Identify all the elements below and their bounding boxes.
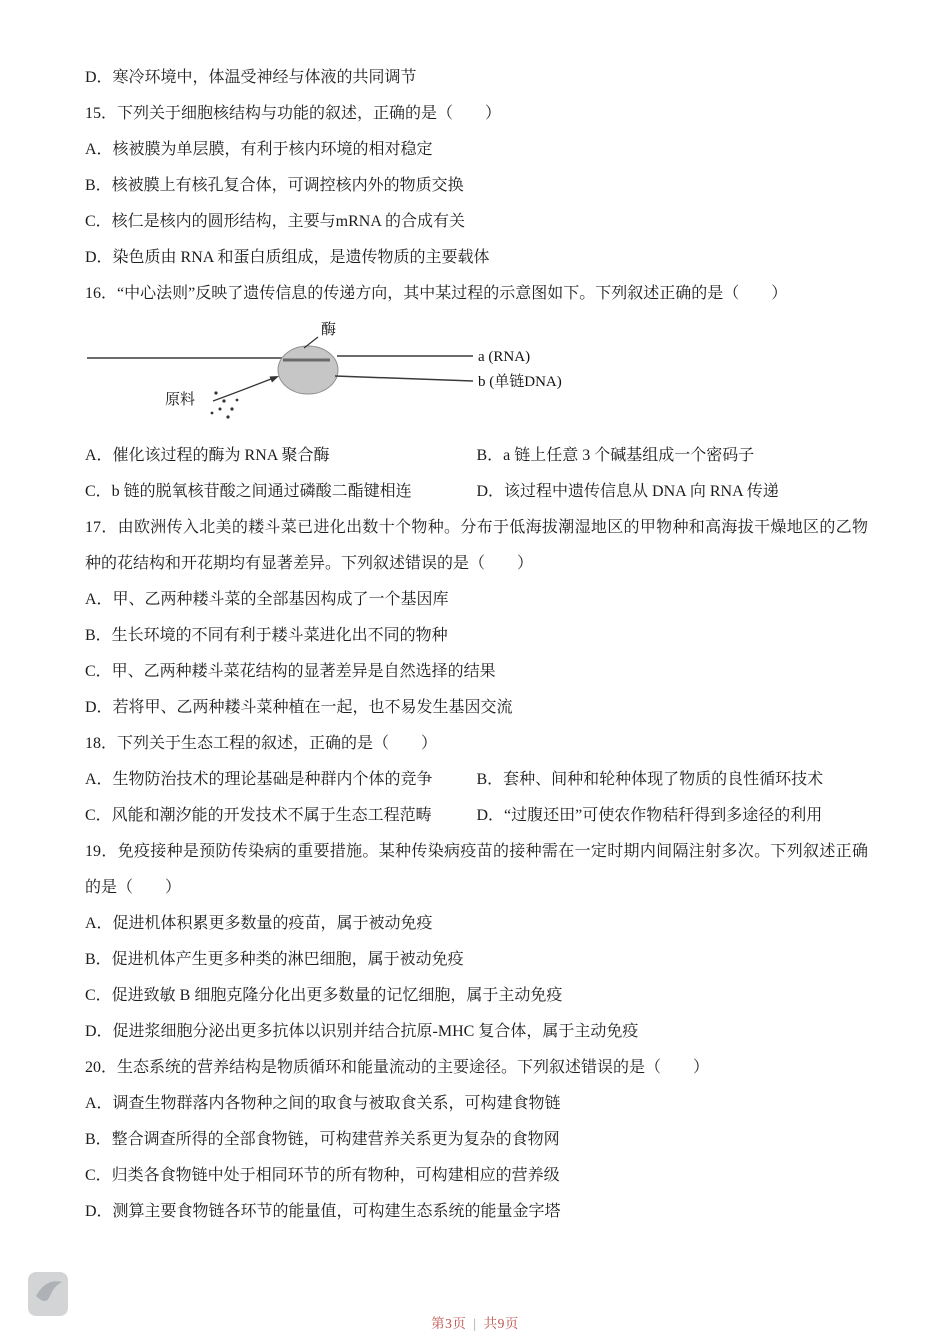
question-17-option-d: D．若将甲、乙两种耧斗菜种植在一起，也不易发生基因交流 <box>85 699 513 716</box>
question-18 <box>85 726 868 834</box>
material-arrowhead <box>270 376 280 383</box>
question-15-option-c: C．核仁是核内的圆形结构，主要与mRNA 的合成有关 <box>85 213 466 230</box>
question-19-option-c: C．促进致敏 B 细胞克隆分化出更多数量的记忆细胞，属于主动免疫 <box>85 987 563 1004</box>
question-19-option-d: D．促进浆细胞分泌出更多抗体以识别并结合抗原-MHC 复合体，属于主动免疫 <box>85 1023 639 1040</box>
central-dogma-diagram <box>85 314 585 436</box>
strand-a-label: a (RNA) <box>478 349 531 365</box>
question-16-options-row-2 <box>85 474 868 510</box>
question-15-stem: 15．下列关于细胞核结构与功能的叙述，正确的是（ ） <box>85 105 502 122</box>
question-20 <box>85 1050 868 1230</box>
question-18-stem: 18．下列关于生态工程的叙述，正确的是（ ） <box>85 735 438 752</box>
question-16-option-d: D．该过程中遗传信息从 DNA 向 RNA 传递 <box>476 483 779 500</box>
enzyme-label: 酶 <box>321 322 337 338</box>
question-18-option-a: A．生物防治技术的理论基础是种群内个体的竞争 <box>85 771 433 788</box>
question-15-option-a: A．核被膜为单层膜，有利于核内环境的相对稳定 <box>85 141 433 158</box>
question-17 <box>85 510 868 726</box>
question-17-stem: 17．由欧洲传入北美的耧斗菜已进化出数十个物种。分布于低海拔潮湿地区的甲物种和高海拔干燥地区的乙物种的花结构和开花期均有显著差异。下列叙述错误的是（ ） <box>85 519 868 572</box>
question-17-option-a: A．甲、乙两种耧斗菜的全部基因构成了一个基因库 <box>85 591 449 608</box>
question-15-option-d: D．染色质由 RNA 和蛋白质组成，是遗传物质的主要载体 <box>85 249 490 266</box>
question-19 <box>85 834 868 1050</box>
corner-watermark <box>26 1266 72 1318</box>
question-16-option-c: C．b 链的脱氧核苷酸之间通过磷酸二酯键相连 <box>85 483 412 500</box>
question-15-option-b: B．核被膜上有核孔复合体，可调控核内外的物质交换 <box>85 177 464 194</box>
question-19-stem: 19．免疫接种是预防传染病的重要措施。某种传染病疫苗的接种需在一定时期内间隔注射多次。下列叙述正确的是（ ） <box>85 843 868 896</box>
footer-page-number: 第3页 <box>431 1316 467 1331</box>
question-17-option-c: C．甲、乙两种耧斗菜花结构的显著差异是自然选择的结果 <box>85 663 496 680</box>
enzyme-ellipse <box>278 346 338 394</box>
question-20-stem: 20．生态系统的营养结构是物质循环和能量流动的主要途径。下列叙述错误的是（ ） <box>85 1059 710 1076</box>
question-18-options-row-2 <box>85 798 868 834</box>
question-18-option-d: D．“过腹还田”可使农作物秸秆得到多途径的利用 <box>476 807 823 824</box>
question-18-options-row-1 <box>85 762 868 798</box>
page-footer <box>0 1312 950 1332</box>
question-20-option-c: C．归类各食物链中处于相同环节的所有物种，可构建相应的营养级 <box>85 1167 560 1184</box>
question-17-option-b: B．生长环境的不同有利于耧斗菜进化出不同的物种 <box>85 627 448 644</box>
watermark-shape <box>26 1266 72 1318</box>
question-20-option-b: B．整合调查所得的全部食物链，可构建营养关系更为复杂的食物网 <box>85 1131 560 1148</box>
material-label: 原料 <box>165 392 196 408</box>
material-dots <box>211 391 239 418</box>
question-19-option-a: A．促进机体积累更多数量的疫苗，属于被动免疫 <box>85 915 433 932</box>
strand-b-label: b (单链DNA) <box>478 374 562 390</box>
question-18-option-c: C．风能和潮汐能的开发技术不属于生态工程范畴 <box>85 807 432 824</box>
material-arrow <box>213 379 271 401</box>
strand-b-line <box>335 376 473 381</box>
question-18-option-b: B．套种、间种和轮种体现了物质的良性循环技术 <box>476 771 824 788</box>
question-16-option-b: B．a 链上任意 3 个碱基组成一个密码子 <box>476 447 755 464</box>
question-16-stem: 16．“中心法则”反映了遗传信息的传递方向，其中某过程的示意图如下。下列叙述正确的是（ ） <box>85 285 788 302</box>
questions-area <box>85 60 868 1230</box>
footer-total-pages: 共9页 <box>483 1316 519 1331</box>
question-14-option-d: D．寒冷环境中，体温受神经与体液的共同调节 <box>85 69 417 86</box>
question-19-option-b: B．促进机体产生更多种类的淋巴细胞，属于被动免疫 <box>85 951 464 968</box>
footer-separator: | <box>473 1316 477 1331</box>
question-16 <box>85 276 868 510</box>
question-16-diagram <box>85 314 868 436</box>
question-15 <box>85 96 868 276</box>
question-20-option-a: A．调查生物群落内各物种之间的取食与被取食关系，可构建食物链 <box>85 1095 561 1112</box>
question-16-option-a: A．催化该过程的酶为 RNA 聚合酶 <box>85 447 330 464</box>
question-16-options-row-1 <box>85 438 868 474</box>
question-20-option-d: D．测算主要食物链各环节的能量值，可构建生态系统的能量金字塔 <box>85 1203 561 1220</box>
